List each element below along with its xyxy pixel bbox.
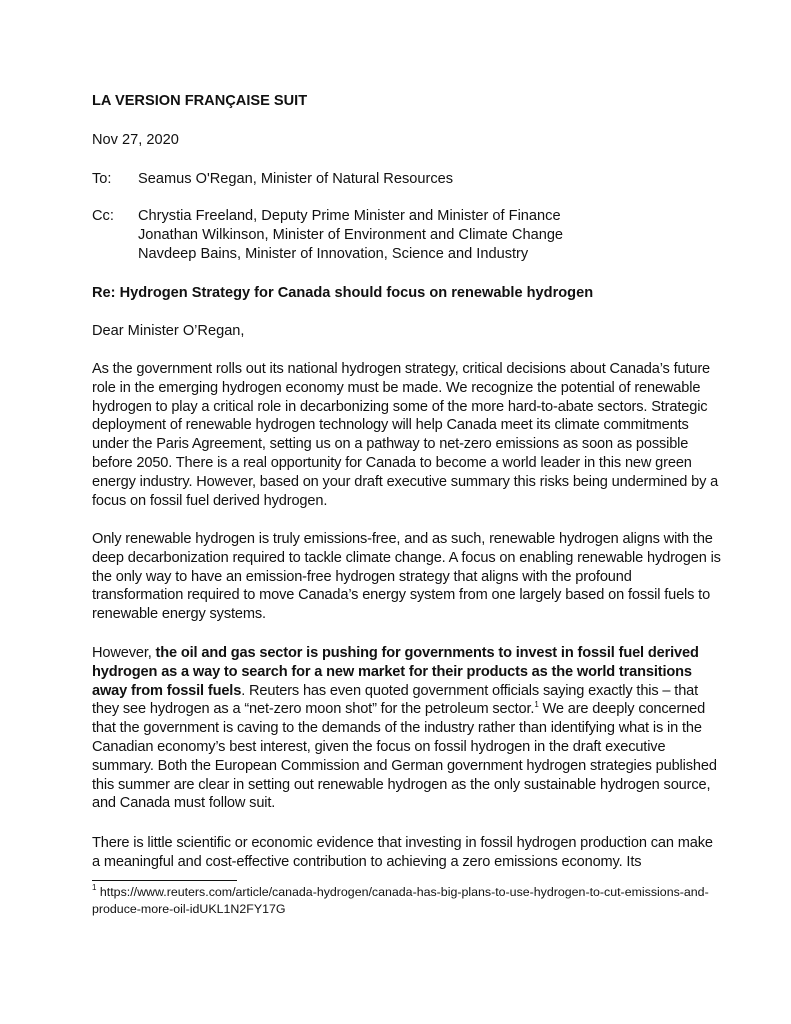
paragraph-2: Only renewable hydrogen is truly emissions-free, and as such, renewable hydrogen aligns with the deep decarbonization required to tackle climate change. A focus on enabling renewable hydrogen is the only way to have an emission-free hydrogen strategy that aligns with the profound transformation required to move Canada’s energy system from one largely based on fossil fuels to renewable energy systems. — [92, 531, 721, 623]
footnote-number: 1 — [92, 883, 97, 892]
to-recipient: Seamus O'Regan, Minister of Natural Resources — [138, 171, 454, 187]
cc-recipient: Navdeep Bains, Minister of Innovation, Science and Industry — [138, 245, 529, 262]
cc-block — [92, 207, 722, 263]
footnote-reference[interactable]: 1 — [534, 700, 539, 710]
cc-label: Cc: — [92, 208, 114, 224]
footnote-link[interactable]: https://www.reuters.com/article/canada-hydrogen/canada-has-big-plans-to-use-hydrogen-to-cut-emissions-and-produce-more-oil-idUKL1N2FY17G — [92, 885, 709, 916]
to-line — [92, 170, 722, 189]
paragraph-1: As the government rolls out its national hydrogen strategy, critical decisions about Canada’s future role in the emerging hydrogen economy must be made. We recognize the potential of renewable hydrogen to play a critical role in decarbonizing some of the more hard-to-abate sectors. Strategic deployment of renewable hydrogen technology will help Canada meet its climate commitments under the Paris Agreement, setting us on a pathway to net-zero emissions as soon as possible before 2050. There is a real opportunity for Canada to become a world leader in this new green energy industry. However, based on your draft executive summary this risks being undermined by a focus on fossil fuel derived hydrogen. — [92, 361, 719, 509]
paragraph-3-emphasis: the oil and gas sector is pushing for governments to invest in fossil fuel derived hydrogen as a way to search for a new market for their products as the world transitions away from fossil fuels — [92, 645, 699, 699]
french-version-notice: LA VERSION FRANÇAISE SUIT — [92, 93, 308, 109]
salutation: Dear Minister O’Regan, — [92, 323, 245, 339]
paragraph-3-tail: We are deeply concerned that the government is caving to the demands of the industry rather than identifying what is in the Canadian economy’s best interest, given the focus on fossil hydrogen in the draft executive summary. Both the European Commission and German government hydrogen strategies published this summer are clear in setting out renewable hydrogen as the only sustainable hydrogen source, and Canada must follow suit. — [92, 701, 717, 812]
paragraph-3-lead: However, — [92, 645, 156, 661]
paragraph-4: There is little scientific or economic evidence that investing in fossil hydrogen production can make a meaningful and cost-effective contribution to achieving a zero emissions economy. Its — [92, 835, 713, 870]
cc-recipients — [138, 207, 563, 263]
cc-recipient: Jonathan Wilkinson, Minister of Environment and Climate Change — [138, 226, 564, 243]
to-label: To: — [92, 171, 112, 187]
footnote — [92, 884, 712, 917]
letter-date: Nov 27, 2020 — [92, 132, 179, 148]
footnote-divider — [92, 880, 237, 881]
subject-line: Re: Hydrogen Strategy for Canada should focus on renewable hydrogen — [92, 285, 594, 301]
cc-recipient: Chrystia Freeland, Deputy Prime Minister and Minister of Finance — [138, 208, 561, 224]
paragraph-3-middle: . Reuters has even quoted government officials saying exactly this – that they see hydrogen as a “net-zero moon shot” for the petroleum sector. — [92, 682, 699, 718]
paragraph-3 — [92, 644, 722, 813]
